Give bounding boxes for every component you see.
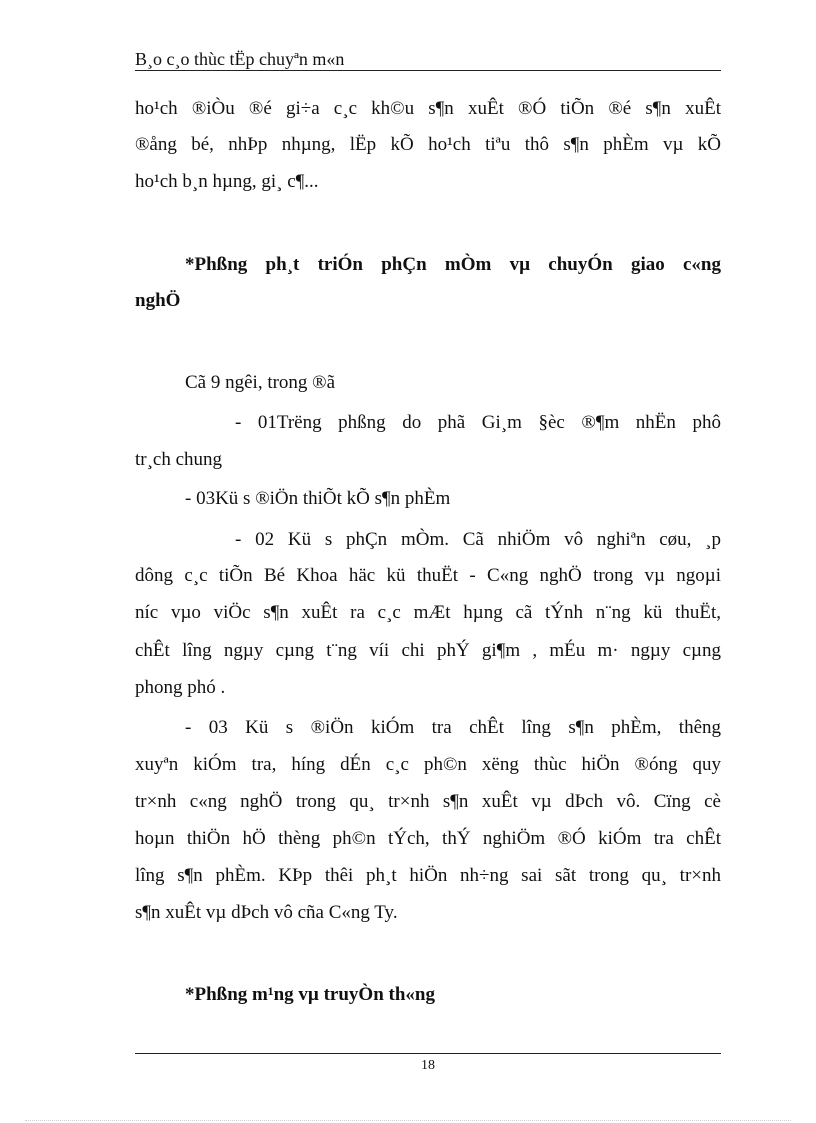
section-heading-network: *Phßng m¹ng vµ truyÒn th«ng bbox=[185, 984, 435, 1005]
page-number: 18 bbox=[421, 1058, 435, 1073]
intro-line-1: ho¹ch ®iÒu ®é gi÷a c¸c kh©u s¶n xuÊt ®Ó tiÕn ®é s¶n xuÊt bbox=[135, 98, 721, 119]
header-rule bbox=[135, 70, 721, 71]
page-edge-divider bbox=[25, 1120, 791, 1121]
item-head-of-department-cont: tr¸ch chung bbox=[135, 449, 223, 470]
item-software-engineers-line-3: níc vµo viÖc s¶n xuÊt ra c¸c mÆt hµng cã tÝnh n¨ng kü thuËt, bbox=[135, 602, 721, 623]
section-heading-software-cont: nghÖ bbox=[135, 290, 181, 311]
section-heading-software: *Phßng ph¸t triÓn phÇn mÒm vµ chuyÓn giao c«ng bbox=[185, 254, 721, 275]
intro-line-2: ®ång bé, nhÞp nhµng, lËp kÕ ho¹ch tiªu thô s¶n phÈm vµ kÕ bbox=[135, 134, 721, 155]
intro-line-3: ho¹ch b¸n hµng, gi¸ c¶... bbox=[135, 171, 319, 192]
item-quality-engineers-line-5: lîng s¶n phÈm. KÞp thêi ph¸t hiÖn nh÷ng sai sãt trong qu¸ tr×nh bbox=[135, 865, 721, 886]
item-software-engineers-line-2: dông c¸c tiÕn Bé Khoa häc kü thuËt - C«ng nghÖ trong vµ ngoµi bbox=[135, 565, 721, 586]
item-quality-engineers: - 03 Kü s ®iÖn kiÓm tra chÊt lîng s¶n phÈm, thêng bbox=[185, 717, 721, 738]
item-software-engineers: - 02 Kü s phÇn mÒm. Cã nhiÖm vô nghiªn cøu, ¸p bbox=[235, 529, 721, 550]
page-header: B¸o c¸o thùc tËp chuyªn m«n bbox=[135, 49, 345, 69]
item-quality-engineers-line-2: xuyªn kiÓm tra, híng dÉn c¸c ph©n xëng thùc hiÖn ®óng quy bbox=[135, 754, 721, 775]
item-quality-engineers-line-3: tr×nh c«ng nghÖ trong qu¸ tr×nh s¶n xuÊt vµ dÞch vô. Cïng cè bbox=[135, 791, 721, 812]
item-head-of-department: - 01Trëng phßng do phã Gi¸m §èc ®¶m nhËn phô bbox=[235, 412, 721, 433]
item-electrical-design-engineers: - 03Kü s ®iÖn thiÕt kÕ s¶n phÈm bbox=[185, 488, 451, 509]
item-quality-engineers-line-6: s¶n xuÊt vµ dÞch vô cña C«ng Ty. bbox=[135, 902, 398, 923]
item-software-engineers-line-5: phong phó . bbox=[135, 677, 226, 698]
item-quality-engineers-line-4: hoµn thiÖn hÖ thèng ph©n tÝch, thÝ nghiÖm ®Ó kiÓm tra chÊt bbox=[135, 828, 721, 849]
footer-rule bbox=[135, 1053, 721, 1054]
item-software-engineers-line-4: chÊt lîng ngµy cµng t¨ng víi chi phÝ gi¶m , mÉu m· ngµy cµng bbox=[135, 640, 721, 661]
staff-intro: Cã 9 ngêi, trong ®ã bbox=[185, 372, 336, 393]
